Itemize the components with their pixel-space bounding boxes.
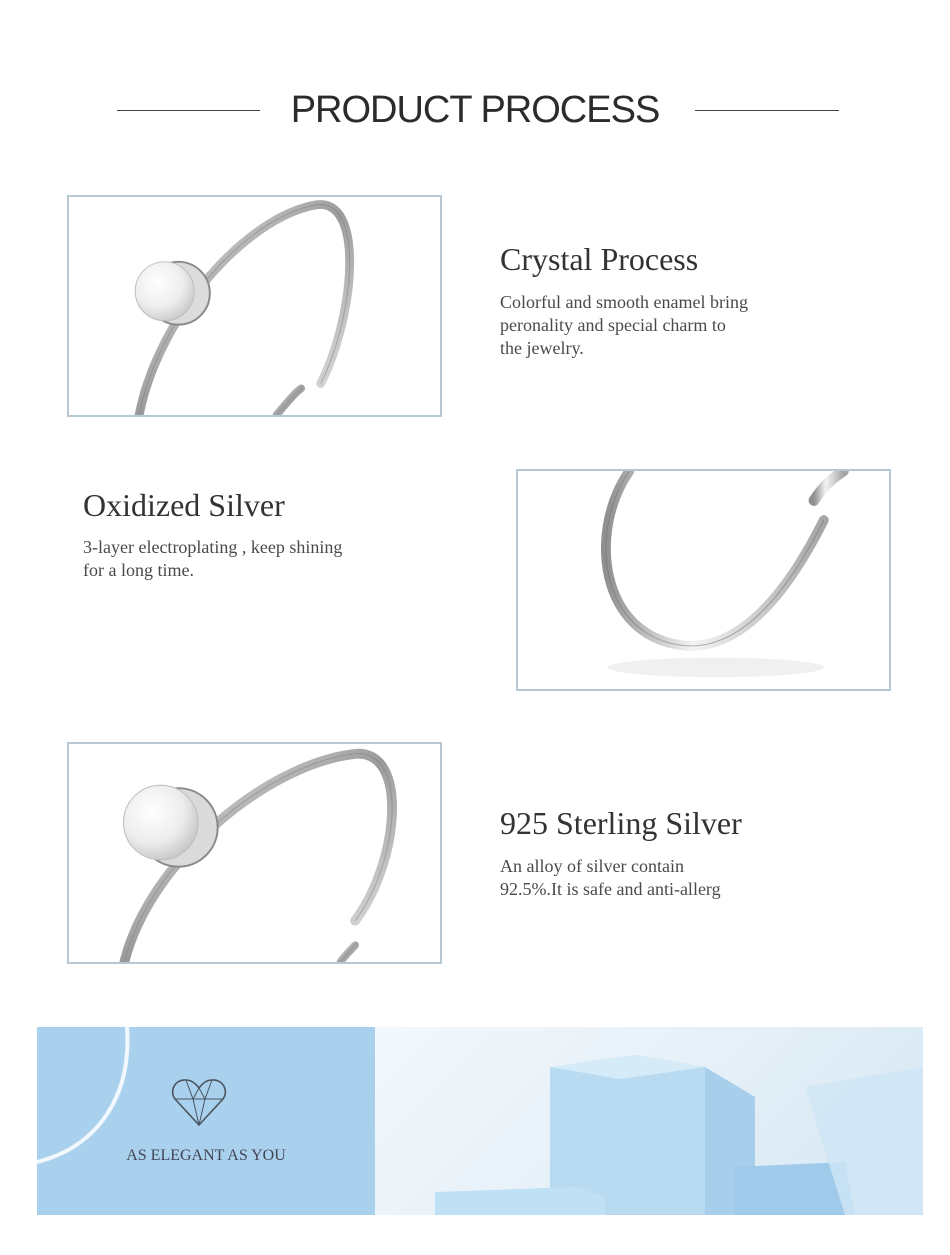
feature-desc-crystal-2: peronality and special charm to (500, 315, 726, 335)
header-rule-right (695, 110, 839, 111)
brand-banner (37, 1027, 923, 1215)
feature-desc-oxidized-2: for a long time. (83, 560, 194, 580)
feature-desc-sterling-1: An alloy of silver contain (500, 856, 684, 876)
banner-cubes-decoration (375, 1027, 923, 1215)
feature-desc-crystal-3: the jewelry. (500, 338, 584, 358)
feature-desc-sterling-2: 92.5%.It is safe and anti-allerg (500, 879, 721, 899)
ring-image-pearl-bottom (67, 742, 442, 964)
page-title: PRODUCT PROCESS (290, 89, 660, 131)
heart-gem-icon (171, 1077, 227, 1129)
ring-band-illustration (518, 471, 889, 689)
feature-title-oxidized: Oxidized Silver (83, 487, 285, 523)
banner-right-panel (375, 1027, 923, 1215)
feature-title-sterling: 925 Sterling Silver (500, 805, 742, 841)
feature-desc-crystal-1: Colorful and smooth enamel bring (500, 292, 748, 312)
feature-title-crystal: Crystal Process (500, 241, 699, 277)
ring-pearl-illustration-2 (69, 744, 440, 962)
ring-image-pearl-top (67, 195, 442, 417)
ring-image-band (516, 469, 891, 691)
feature-desc-oxidized-1: 3-layer electroplating , keep shining (83, 537, 343, 557)
banner-tagline: AS ELEGANT AS YOU (126, 1147, 286, 1164)
banner-left-panel (37, 1027, 375, 1215)
ring-pearl-illustration (69, 197, 440, 415)
